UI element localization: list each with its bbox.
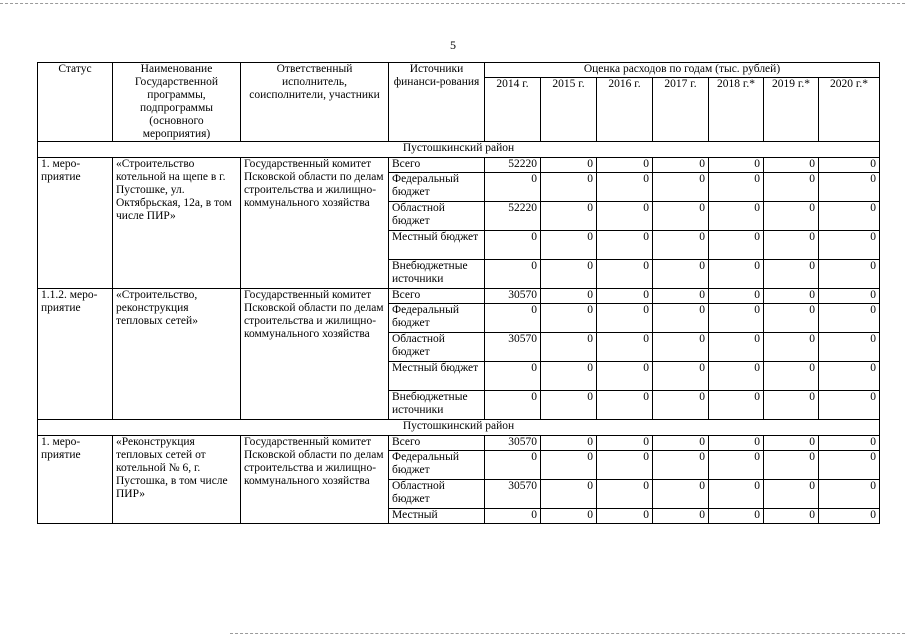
header-program-name: Наименование Государственной программы, подпрограммы (основного мероприятия) (113, 63, 241, 142)
cost-value: 0 (764, 480, 819, 509)
cost-value: 0 (709, 158, 764, 173)
funding-source: Местный бюджет (389, 362, 485, 391)
cost-value: 0 (764, 231, 819, 260)
cost-value: 0 (653, 362, 709, 391)
cost-value: 0 (653, 391, 709, 420)
cost-value: 0 (764, 509, 819, 524)
cost-value: 0 (597, 436, 653, 451)
cost-value: 0 (653, 202, 709, 231)
section-row (38, 420, 880, 436)
header-funding-sources: Источники финанси-рования (389, 63, 485, 142)
cost-value: 52220 (485, 202, 541, 231)
cost-value: 0 (653, 260, 709, 289)
cost-value: 0 (764, 333, 819, 362)
cost-value: 0 (541, 202, 597, 231)
funding-source: Местный бюджет (389, 231, 485, 260)
funding-source: Всего (389, 289, 485, 304)
cost-value: 0 (597, 480, 653, 509)
header-year: 2020 г.* (819, 77, 880, 141)
cost-value: 30570 (485, 480, 541, 509)
cost-value: 0 (764, 173, 819, 202)
funding-source: Федеральный бюджет (389, 173, 485, 202)
cost-value: 52220 (485, 158, 541, 173)
cost-value: 0 (709, 391, 764, 420)
activity-name: «Реконструкция тепловых сетей от котельной № 6, г. Пустошка, в том числе ПИР» (113, 436, 241, 524)
cost-value: 0 (485, 451, 541, 480)
cost-value: 0 (597, 158, 653, 173)
funding-source: Федеральный бюджет (389, 304, 485, 333)
funding-source: Местный (389, 509, 485, 524)
cost-value: 0 (819, 391, 880, 420)
scan-top-edge (0, 3, 905, 4)
cost-value: 0 (819, 231, 880, 260)
cost-value: 0 (709, 231, 764, 260)
header-status: Статус (38, 63, 113, 142)
section-title: Пустошкинский район (38, 420, 880, 436)
cost-value: 0 (485, 260, 541, 289)
cost-value: 0 (485, 173, 541, 202)
funding-source: Областной бюджет (389, 333, 485, 362)
cost-value: 0 (541, 362, 597, 391)
cost-value: 0 (709, 436, 764, 451)
cost-value: 0 (597, 509, 653, 524)
cost-value: 0 (597, 173, 653, 202)
activity-executor: Государственный комитет Псковской области по делам строительства и жилищно-коммунального хозяйства (241, 289, 389, 420)
cost-value: 0 (597, 231, 653, 260)
header-year: 2014 г. (485, 77, 541, 141)
funding-source: Внебюджетные источники (389, 260, 485, 289)
table-row (38, 289, 880, 304)
cost-value: 0 (653, 289, 709, 304)
cost-value: 0 (485, 304, 541, 333)
cost-value: 0 (653, 451, 709, 480)
funding-source: Федеральный бюджет (389, 451, 485, 480)
cost-value: 0 (819, 202, 880, 231)
cost-value: 0 (819, 436, 880, 451)
cost-value: 0 (709, 304, 764, 333)
cost-value: 0 (653, 173, 709, 202)
cost-value: 0 (764, 260, 819, 289)
table-row (38, 158, 880, 173)
page-number: 5 (450, 38, 456, 52)
cost-value: 0 (709, 260, 764, 289)
activity-name: «Строительство, реконструкция тепловых сетей» (113, 289, 241, 420)
cost-value: 0 (819, 362, 880, 391)
cost-value: 0 (709, 333, 764, 362)
cost-value: 0 (653, 509, 709, 524)
header-year: 2016 г. (597, 77, 653, 141)
cost-value: 0 (597, 451, 653, 480)
cost-value: 0 (709, 362, 764, 391)
cost-value: 0 (819, 451, 880, 480)
cost-value: 0 (709, 509, 764, 524)
header-executor: Ответственный исполнитель, соисполнители, участники (241, 63, 389, 142)
cost-value: 0 (597, 362, 653, 391)
cost-value: 0 (709, 451, 764, 480)
scan-bottom-edge (230, 633, 905, 634)
cost-value: 0 (819, 333, 880, 362)
cost-value: 30570 (485, 333, 541, 362)
cost-value: 0 (819, 260, 880, 289)
section-title: Пустошкинский район (38, 142, 880, 158)
funding-source: Всего (389, 436, 485, 451)
cost-value: 0 (485, 391, 541, 420)
cost-value: 0 (541, 451, 597, 480)
cost-value: 0 (541, 173, 597, 202)
cost-value: 0 (541, 289, 597, 304)
cost-value: 0 (653, 333, 709, 362)
activity-executor: Государственный комитет Псковской области по делам строительства и жилищно-коммунального хозяйства (241, 158, 389, 289)
header-year: 2018 г.* (709, 77, 764, 141)
header-cost-estimate: Оценка расходов по годам (тыс. рублей) (485, 63, 880, 78)
cost-value: 0 (709, 173, 764, 202)
cost-value: 0 (709, 480, 764, 509)
cost-value: 0 (819, 158, 880, 173)
cost-value: 0 (764, 202, 819, 231)
cost-value: 0 (485, 231, 541, 260)
cost-value: 0 (541, 509, 597, 524)
cost-value: 0 (597, 391, 653, 420)
cost-value: 0 (541, 391, 597, 420)
table-body (38, 142, 880, 524)
cost-value: 0 (819, 509, 880, 524)
cost-value: 0 (764, 362, 819, 391)
expense-table (37, 62, 880, 524)
cost-value: 0 (653, 480, 709, 509)
cost-value: 0 (541, 304, 597, 333)
cost-value: 30570 (485, 436, 541, 451)
cost-value: 0 (597, 202, 653, 231)
cost-value: 0 (819, 289, 880, 304)
header-year: 2017 г. (653, 77, 709, 141)
cost-value: 0 (819, 304, 880, 333)
activity-status: 1. меро-приятие (38, 158, 113, 289)
cost-value: 0 (819, 480, 880, 509)
cost-value: 0 (653, 231, 709, 260)
cost-value: 0 (597, 289, 653, 304)
funding-source: Внебюджетные источники (389, 391, 485, 420)
header-year: 2015 г. (541, 77, 597, 141)
cost-value: 0 (485, 362, 541, 391)
cost-value: 0 (541, 231, 597, 260)
cost-value: 0 (764, 436, 819, 451)
activity-status: 1.1.2. меро-приятие (38, 289, 113, 420)
cost-value: 0 (597, 260, 653, 289)
funding-source: Областной бюджет (389, 202, 485, 231)
cost-value: 0 (541, 480, 597, 509)
activity-status: 1. меро-приятие (38, 436, 113, 524)
cost-value: 0 (541, 333, 597, 362)
cost-value: 0 (597, 304, 653, 333)
cost-value: 0 (653, 304, 709, 333)
cost-value: 0 (709, 289, 764, 304)
cost-value: 0 (653, 158, 709, 173)
funding-source: Всего (389, 158, 485, 173)
activity-name: «Строительство котельной на щепе в г. Пустошке, ул. Октябрьская, 12а, в том числе ПИР» (113, 158, 241, 289)
cost-value: 0 (485, 509, 541, 524)
funding-source: Областной бюджет (389, 480, 485, 509)
cost-value: 0 (764, 451, 819, 480)
table-row (38, 436, 880, 451)
cost-value: 0 (597, 333, 653, 362)
cost-value: 30570 (485, 289, 541, 304)
header-year: 2019 г.* (764, 77, 819, 141)
cost-value: 0 (541, 260, 597, 289)
cost-value: 0 (541, 436, 597, 451)
section-row (38, 142, 880, 158)
cost-value: 0 (764, 391, 819, 420)
cost-value: 0 (764, 158, 819, 173)
cost-value: 0 (653, 436, 709, 451)
cost-value: 0 (764, 289, 819, 304)
cost-value: 0 (709, 202, 764, 231)
cost-value: 0 (541, 158, 597, 173)
activity-executor: Государственный комитет Псковской области по делам строительства и жилищно-коммунального хозяйства (241, 436, 389, 524)
cost-value: 0 (764, 304, 819, 333)
cost-value: 0 (819, 173, 880, 202)
